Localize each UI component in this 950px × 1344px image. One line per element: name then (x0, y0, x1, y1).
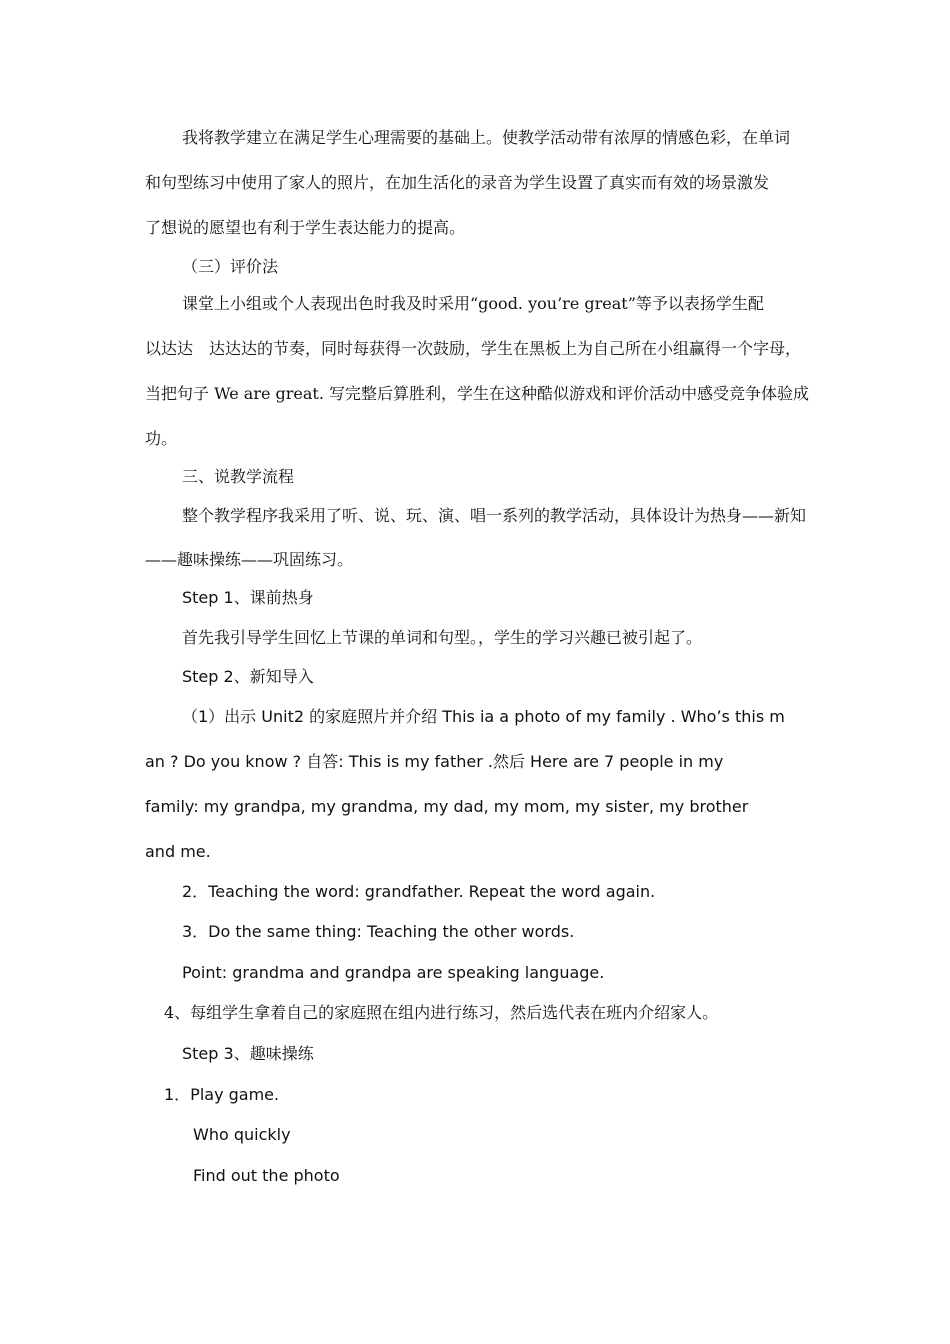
paragraph-line-2: 和句型练习中使用了家人的照片，在加生活化的录音为学生设置了真实而有效的场景激发 (145, 173, 770, 192)
paragraph-line-16: an ? Do you know ? 自答: This is my father .然后 Here are 7 people in my (145, 752, 724, 771)
paragraph-line-7: 当把句子 We are great. 写完整后算胜利，学生在这种酷似游戏和评价活动中感受竞争体验成 (145, 384, 810, 403)
paragraph-line-8: 功。 (145, 429, 178, 448)
paragraph-line-17: family: my grandpa, my grandma, my dad, my mom, my sister, my brother (145, 797, 749, 816)
step-3-heading: Step 3、趣味操练 (182, 1044, 314, 1063)
list-item-3: 3．Do the same thing: Teaching the other words. (182, 922, 575, 941)
list-item-2: 2．Teaching the word: grandfather. Repeat the word again. (182, 882, 656, 901)
game-list-item: 1．Play game. (164, 1085, 280, 1104)
paragraph-line-5: 课堂上小组或个人表现出色时我及时采用“good. you’re great”等予以表扬学生配 (182, 294, 764, 313)
paragraph-line-3: 了想说的愿望也有利于学生表达能力的提高。 (145, 218, 466, 237)
paragraph-line-6: 以达达 达达达的节奏，同时每获得一次鼓励，学生在黑板上为自己所在小组赢得一个字母， (145, 339, 802, 358)
paragraph-line-15: （1）出示 Unit2 的家庭照片并介绍 This ia a photo of my family . Who’s this m (182, 707, 785, 726)
paragraph-line-1: 我将教学建立在满足学生心理需要的基础上。使教学活动带有浓厚的情感色彩，在单词 (182, 128, 791, 147)
paragraph-line-13: 首先我引导学生回忆上节课的单词和句型。，学生的学习兴趣已被引起了。 (182, 628, 703, 647)
game-line-1: Who quickly (193, 1125, 291, 1144)
step-2-heading: Step 2、新知导入 (182, 667, 314, 686)
paragraph-line-10: 整个教学程序我采用了听、说、玩、演、唱一系列的教学活动，具体设计为热身——新知 (182, 506, 807, 525)
point-line: Point: grandma and grandpa are speaking language. (182, 963, 605, 982)
paragraph-line-11: ——趣味操练——巩固练习。 (145, 550, 354, 569)
paragraph-line-18: and me. (145, 842, 211, 861)
section-heading-evaluation: （三）评价法 (182, 257, 279, 276)
list-item-4: 4、每组学生拿着自己的家庭照在组内进行练习，然后选代表在班内介绍家人。 (164, 1003, 719, 1022)
section-heading-flow: 三、说教学流程 (182, 467, 295, 486)
step-1-heading: Step 1、课前热身 (182, 588, 314, 607)
game-line-2: Find out the photo (193, 1166, 340, 1185)
